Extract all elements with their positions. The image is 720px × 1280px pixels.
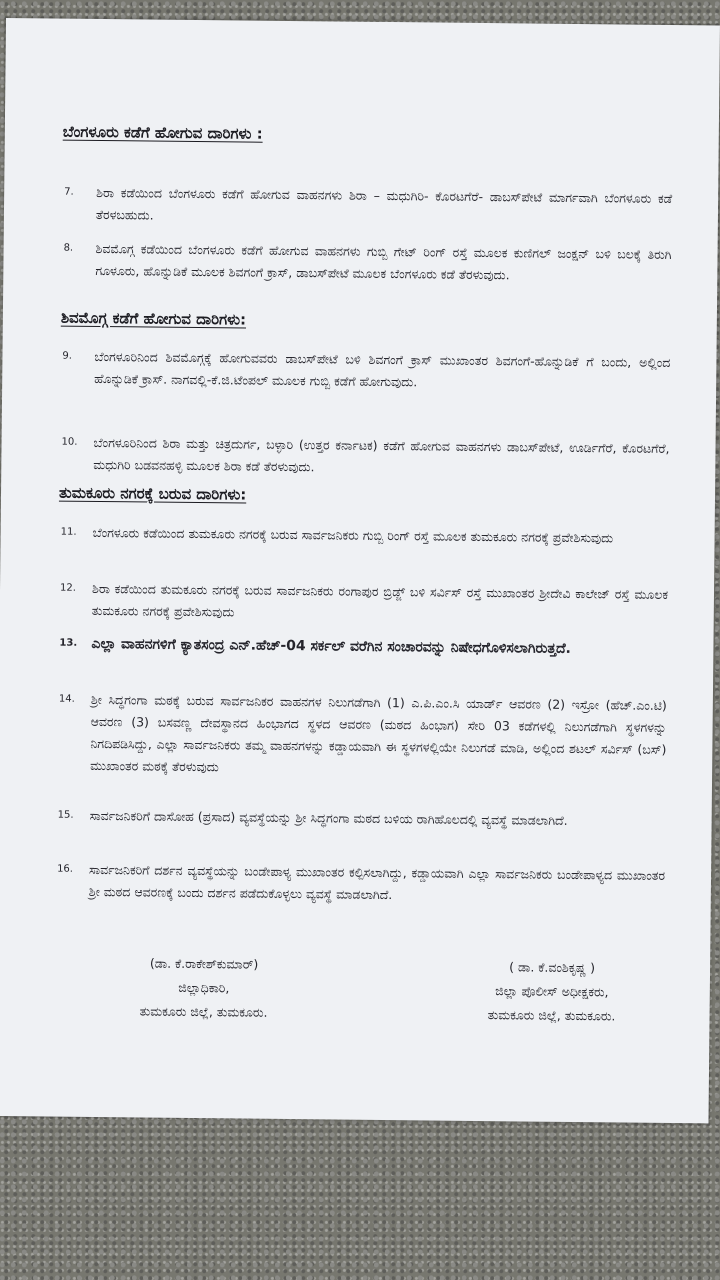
item-text: ಸಾರ್ವಜನಿಕರಿಗೆ ದರ್ಶನ ವ್ಯವಸ್ಥೆಯನ್ನು ಬಂಡೇಪಾಳ್ಯ ಮುಖಾಂತರ ಕಲ್ಪಿಸಲಾಗಿದ್ದು, ಕಡ್ಡಾಯವಾಗಿ ಎಲ್ಲಾ ಸಾರ್ವಜನಿಕರು ಬಂಡೇಪಾಳ್ಯದ ಮುಖಾಂತರ ಶ್ರೀ ಮಠದ ಆವರಣಕ್ಕೆ ಬಂದು ದರ್ಶನ ಪಡೆದುಕೊಳ್ಳಲು ವ್ಯವಸ್ಥೆ ಮಾಡಲಾಗಿದೆ. xyxy=(88,861,666,903)
item-number: 12. xyxy=(59,582,76,594)
item-text: ಶಿರಾ ಕಡೆಯಿಂದ ಬೆಂಗಳೂರು ಕಡೆಗೆ ಹೋಗುವ ವಾಹನಗಳು ಶಿರಾ – ಮಧುಗಿರಿ- ಕೊರಟಗೆರೆ- ಡಾಬಸ್‌ಪೇಟೆ ಮಾರ್ಗವಾಗಿ ಬೆಂಗಳೂರು ಕಡೆ ತೆರಳಬಹುದು. xyxy=(95,184,673,223)
item-number: 13. xyxy=(59,637,78,649)
item-text: ಬೆಂಗಳೂರು ಕಡೆಯಿಂದ ತುಮಕೂರು ನಗರಕ್ಕೆ ಬರುವ ಸಾರ್ವಜನಿಕರು ಗುಬ್ಬಿ ರಿಂಗ್ ರಸ್ತೆ ಮೂಲಕ ತುಮಕೂರು ನಗರಕ್ಕೆ ಪ್ರವೇಶಿಸುವುದು xyxy=(92,524,614,546)
signature-block-police-superintendent xyxy=(441,955,662,1029)
signatory-name: (ಡಾ. ಕೆ.ರಾಕೇಶ್‌ಕುಮಾರ್) xyxy=(149,955,259,972)
item-text: ಶಿವಮೊಗ್ಗ ಕಡೆಯಿಂದ ಬೆಂಗಳೂರು ಕಡೆಗೆ ಹೋಗುವ ವಾಹನಗಳು ಗುಬ್ಬಿ ಗೇಟ್ ರಿಂಗ್ ರಸ್ತೆ ಮೂಲಕ ಕುಣಿಗಲ್ ಜಂಕ್ಷನ್ ಬಳಿ ಬಲಕ್ಕೆ ತಿರುಗಿ ಗೂಳೂರು, ಹೊನ್ನುಡಿಕೆ ಮೂಲಕ ಶಿವಗಂಗೆ ಕ್ರಾಸ್, ಡಾಬಸ್‌ಪೇಟೆ ಮೂಲಕ ಬೆಂಗಳೂರು ಕಡೆ ತೆರಳುವುದು. xyxy=(95,240,672,283)
list-item-12 xyxy=(59,578,669,628)
section-heading-bengaluru-routes: ಬೆಂಗಳೂರು ಕಡೆಗೆ ಹೋಗುವ ದಾರಿಗಳು : xyxy=(62,122,263,143)
signatory-designation: ಜಿಲ್ಲಾಧಿಕಾರಿ, xyxy=(178,979,230,996)
list-item-14 xyxy=(58,689,667,783)
item-number: 16. xyxy=(57,863,74,875)
list-item-13 xyxy=(59,631,667,663)
list-item-11 xyxy=(60,522,668,550)
item-number: 9. xyxy=(62,350,73,362)
list-item-9 xyxy=(62,346,671,396)
item-number: 14. xyxy=(58,693,75,705)
list-item-16 xyxy=(57,859,666,909)
section-heading-tumakuru-routes: ತುಮಕೂರು ನಗರಕ್ಕೆ ಬರುವ ದಾರಿಗಳು: xyxy=(58,483,247,504)
item-text: ಬೆಂಗಳೂರಿನಿಂದ ಶಿರಾ ಮತ್ತು ಚಿತ್ರದುರ್ಗ, ಬಳ್ಳಾರಿ (ಉತ್ತರ ಕರ್ನಾಟಕ) ಕಡೆಗೆ ಹೋಗುವ ವಾಹನಗಳು ಡಾಬಸ್‌ಪೇಟೆ, ಊರ್ಡಿಗೆರೆ, ಕೊರಟಗೆರೆ, ಮಧುಗಿರಿ ಬಡವನಹಳ್ಳಿ ಮೂಲಕ ಶಿರಾ ಕಡೆ ತೆರಳುವುದು. xyxy=(93,434,670,475)
list-item-8 xyxy=(63,238,672,288)
list-item-10 xyxy=(61,432,670,482)
document-page xyxy=(0,18,720,1123)
item-number: 7. xyxy=(64,186,74,198)
item-text: ಶ್ರೀ ಸಿದ್ಧಗಂಗಾ ಮಠಕ್ಕೆ ಬರುವ ಸಾರ್ವಜನಿಕರ ವಾಹನಗಳ ನಿಲುಗಡೆಗಾಗಿ (1) ಎ.ಪಿ.ಎಂ.ಸಿ ಯಾರ್ಡ್ ಆವರಣ (2) ಇಸ್ರೋ (ಹೆಚ್.ಎಂ.ಟಿ) ಆವರಣ (3) ಬಸವಣ್ಣ ದೇವಸ್ಥಾನದ ಹಿಂಭಾಗದ ಸ್ಥಳದ ಆವರಣ (ಮಠದ ಹಿಂಭಾಗ) ಸೇರಿ 03 ಕಡೆಗಳಲ್ಲಿ ನಿಲುಗಡೆಗಾಗಿ ಸ್ಥಳಗಳನ್ನು ನಿಗದಿಪಡಿಸಿದ್ದು, ಎಲ್ಲಾ ಸಾರ್ವಜನಿಕರು ತಮ್ಮ ವಾಹನಗಳನ್ನು ಕಡ್ಡಾಯವಾಗಿ ಈ ಸ್ಥಳಗಳಲ್ಲಿಯೇ ನಿಲುಗಡೆ ಮಾಡಿ, ಅಲ್ಲಿಂದ ಶಟಲ್ ಸರ್ವಿಸ್ (ಬಸ್) ಮುಖಾಂತರ ಮಠಕ್ಕೆ ತೆರಳುವುದು xyxy=(90,691,667,775)
signatory-designation: ಜಿಲ್ಲಾ ಪೊಲೀಸ್ ಅಧೀಕ್ಷಕರು, xyxy=(495,983,609,1000)
signature-block-district-commissioner xyxy=(103,951,304,1025)
section-heading-shivamogga-routes: ಶಿವಮೊಗ್ಗ ಕಡೆಗೆ ಹೋಗುವ ದಾರಿಗಳು: xyxy=(60,308,247,329)
item-number: 10. xyxy=(61,436,78,448)
item-number: 15. xyxy=(57,809,74,821)
item-text: ಬೆಂಗಳೂರಿನಿಂದ ಶಿವಮೊಗ್ಗಕ್ಕೆ ಹೋಗುವವರು ಡಾಬಸ್‌ಪೇಟೆ ಬಳಿ ಶಿವಗಂಗೆ ಕ್ರಾಸ್ ಮುಖಾಂತರ ಶಿವಗಂಗೆ-ಹೊನ್ನುಡಿಕೆ ಗೆ ಬಂದು, ಅಲ್ಲಿಂದ ಹೊನ್ನುಡಿಕೆ ಕ್ರಾಸ್. ನಾಗವಲ್ಲಿ-ಕೆ.ಜಿ.ಟೆಂಪಲ್ ಮೂಲಕ ಗುಬ್ಬಿ ಕಡೆಗೆ ಹೋಗುವುದು. xyxy=(94,348,671,390)
signatory-name: ( ಡಾ. ಕೆ.ವಂಶಿಕೃಷ್ಣ ) xyxy=(509,959,596,976)
list-item-7 xyxy=(64,182,673,232)
item-number: 8. xyxy=(63,242,74,254)
item-text: ಎಲ್ಲಾ ವಾಹನಗಳಿಗೆ ಕ್ಯಾತಸಂದ್ರ ಎನ್.ಹೆಚ್-04 ಸರ್ಕಲ್ ವರೆಗಿನ ಸಂಚಾರವನ್ನು ನಿಷೇಧಗೊಳಿಸಲಾಗಿರುತ್ತದೆ. xyxy=(91,635,572,657)
signatory-location: ತುಮಕೂರು ಜಿಲ್ಲೆ, ತುಮಕೂರು. xyxy=(487,1007,616,1024)
item-text: ಸಾರ್ವಜನಿಕರಿಗೆ ದಾಸೋಹ (ಪ್ರಸಾದ) ವ್ಯವಸ್ಥೆಯನ್ನು ಶ್ರೀ ಸಿದ್ಧಗಂಗಾ ಮಠದ ಬಳಿಯ ರಾಗಿಹೊಲದಲ್ಲಿ ವ್ಯವಸ್ಥೆ ಮಾಡಲಾಗಿದೆ. xyxy=(89,807,568,828)
list-item-15 xyxy=(57,805,666,833)
signatory-location: ತುಮಕೂರು ಜಿಲ್ಲೆ, ತುಮಕೂರು. xyxy=(139,1003,268,1020)
item-number: 11. xyxy=(60,526,77,538)
item-text: ಶಿರಾ ಕಡೆಯಿಂದ ತುಮಕೂರು ನಗರಕ್ಕೆ ಬರುವ ಸಾರ್ವಜನಿಕರು ರಂಗಾಪುರ ಬ್ರಿಡ್ಜ್ ಬಳಿ ಸರ್ವಿಸ್ ರಸ್ತೆ ಮುಖಾಂತರ ಶ್ರೀದೇವಿ ಕಾಲೇಜ್ ರಸ್ತೆ ಮೂಲಕ ತುಮಕೂರು ನಗರಕ್ಕೆ ಪ್ರವೇಶಿಸುವುದು xyxy=(91,580,669,620)
